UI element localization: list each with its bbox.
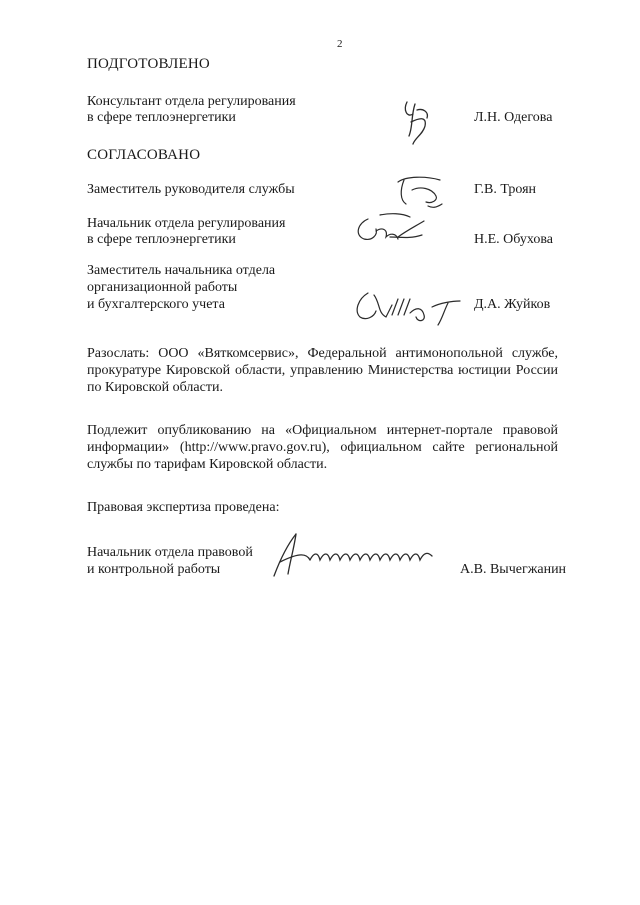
prepared-heading: ПОДГОТОВЛЕНО [87, 56, 210, 72]
signature-odegova [393, 98, 443, 148]
legal-review-position-line-2: и контрольной работы [87, 562, 221, 577]
agreed-3-name: Д.А. Жуйков [474, 297, 551, 312]
publication-paragraph: Подлежит опубликованию на «Официальном интернет-портале правовой информации» (http://www.pravo.gov.ru), официальном сайте региональной службы по тарифам Кировской области. [87, 423, 558, 472]
signature-vychegzhanin [266, 530, 438, 582]
agreed-1-position-line-1: Заместитель руководителя службы [87, 182, 295, 197]
agreed-heading: СОГЛАСОВАНО [87, 147, 201, 163]
legal-review-position-line-1: Начальник отдела правовой [87, 545, 253, 560]
legal-review-statement: Правовая экспертиза проведена: [87, 500, 280, 515]
agreed-2-position-line-1: Начальник отдела регулирования [87, 216, 286, 231]
agreed-3-position-line-3: и бухгалтерского учета [87, 297, 225, 312]
prepared-position-line-2: в сфере теплоэнергетики [87, 110, 236, 125]
prepared-name: Л.Н. Одегова [474, 110, 553, 125]
prepared-position-line-1: Консультант отдела регулирования [87, 94, 296, 109]
agreed-3-position-line-1: Заместитель начальника отдела [87, 263, 276, 278]
signature-obukhova [350, 207, 436, 249]
page-number: 2 [337, 38, 343, 50]
agreed-2-name: Н.Е. Обухова [474, 232, 553, 247]
agreed-3-position-line-2: организационной работы [87, 280, 238, 295]
distribution-paragraph: Разослать: ООО «Вяткомсервис», Федеральной антимонопольной службе, прокуратуре Кировской области, управлению Министерства юстиции России по Кировской области. [87, 346, 558, 395]
signature-zhuykov [352, 285, 464, 329]
legal-review-name: А.В. Вычегжанин [460, 562, 567, 577]
agreed-2-position-line-2: в сфере теплоэнергетики [87, 232, 236, 247]
agreed-1-name: Г.В. Троян [474, 182, 537, 197]
